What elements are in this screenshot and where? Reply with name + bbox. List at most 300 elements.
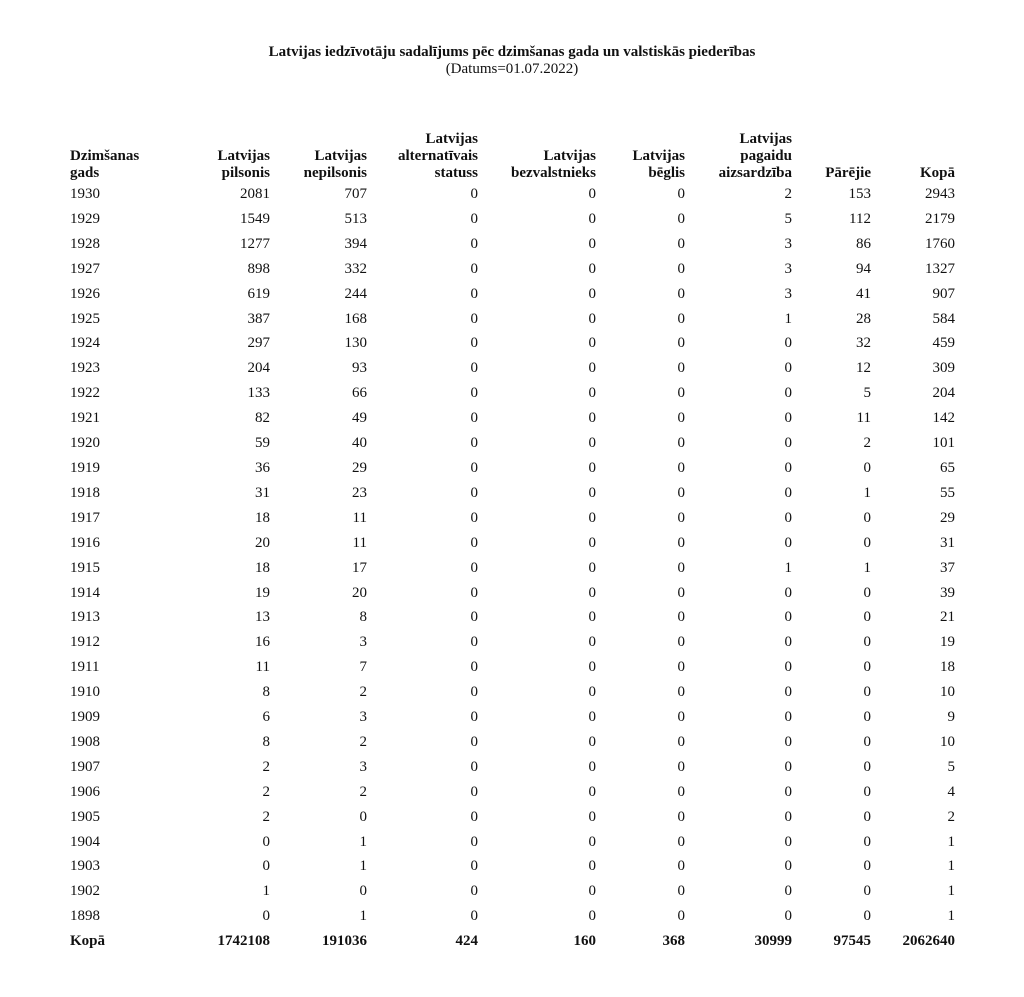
table-cell: 0	[677, 435, 685, 452]
table-cell: 112	[849, 210, 871, 227]
birth-year-cell: 1919	[70, 459, 100, 476]
column-header-line: Latvijas	[314, 148, 367, 164]
table-cell: 0	[677, 883, 685, 900]
total-label: Kopā	[70, 933, 106, 950]
table-cell: 332	[344, 260, 367, 277]
table-cell: 0	[677, 484, 685, 501]
table-header-row	[70, 118, 955, 182]
table-cell: 0	[677, 659, 685, 676]
table-cell: 0	[863, 883, 871, 900]
table-cell: 65	[940, 459, 955, 476]
table-cell: 18	[255, 559, 270, 576]
table-cell: 0	[588, 260, 596, 277]
table-cell: 0	[863, 509, 871, 526]
table-cell: 21	[940, 609, 955, 626]
table-row	[70, 182, 955, 207]
table-cell: 0	[677, 410, 685, 427]
table-cell: 12	[856, 360, 871, 377]
table-cell: 0	[470, 410, 478, 427]
table-row	[70, 655, 955, 680]
table-cell: 0	[470, 634, 478, 651]
table-cell: 0	[677, 385, 685, 402]
table-cell: 0	[784, 733, 792, 750]
table-cell: 0	[588, 858, 596, 875]
table-cell: 0	[470, 210, 478, 227]
table-cell: 55	[940, 484, 955, 501]
table-cell: 0	[784, 584, 792, 601]
table-row	[70, 780, 955, 805]
table-cell: 0	[588, 534, 596, 551]
column-header-line: Latvijas	[217, 148, 270, 164]
table-cell: 0	[470, 559, 478, 576]
column-header-line: gads	[70, 165, 100, 181]
table-cell: 19	[940, 634, 955, 651]
table-cell: 86	[856, 235, 871, 252]
table-cell: 0	[588, 335, 596, 352]
table-cell: 8	[262, 684, 270, 701]
table-cell: 2081	[240, 186, 270, 202]
table-row	[70, 257, 955, 282]
total-row	[70, 929, 955, 954]
column-header	[70, 118, 186, 182]
table-cell: 20	[255, 534, 270, 551]
table-row	[70, 307, 955, 332]
birth-year-cell: 1898	[70, 908, 100, 925]
table-cell: 0	[470, 435, 478, 452]
table-cell: 0	[588, 210, 596, 227]
table-cell: 0	[262, 858, 270, 875]
column-header	[367, 118, 478, 182]
table-cell: 2	[262, 758, 270, 775]
table-cell: 0	[470, 758, 478, 775]
birth-year-cell: 1929	[70, 210, 100, 227]
table-cell: 0	[677, 310, 685, 327]
table-cell: 459	[932, 335, 955, 352]
table-cell: 8	[262, 733, 270, 750]
table-cell: 0	[863, 758, 871, 775]
column-header-line: Kopā	[919, 165, 955, 181]
table-cell: 0	[677, 260, 685, 277]
column-header-line: alternatīvais	[398, 148, 478, 164]
table-cell: 513	[344, 210, 367, 227]
birth-year-cell: 1907	[70, 758, 100, 775]
table-row	[70, 680, 955, 705]
table-cell: 1	[947, 908, 955, 925]
table-cell: 19	[255, 584, 270, 601]
table-cell: 0	[588, 684, 596, 701]
table-row	[70, 331, 955, 356]
table-cell: 0	[863, 733, 871, 750]
table-cell: 0	[677, 709, 685, 726]
birth-year-cell: 1902	[70, 883, 100, 900]
table-cell: 3	[784, 235, 792, 252]
table-cell: 0	[470, 484, 478, 501]
table-body	[70, 182, 955, 954]
table-cell: 2179	[925, 210, 955, 227]
table-cell: 36	[255, 459, 270, 476]
table-cell: 584	[932, 310, 955, 327]
column-header	[596, 118, 685, 182]
birth-year-cell: 1913	[70, 609, 100, 626]
table-cell: 10	[940, 733, 955, 750]
table-cell: 1	[863, 484, 871, 501]
table-row	[70, 879, 955, 904]
table-cell: 3	[784, 260, 792, 277]
table-row	[70, 730, 955, 755]
table-cell: 0	[863, 659, 871, 676]
table-cell: 0	[470, 335, 478, 352]
column-header-line: nepilsonis	[303, 165, 367, 181]
column-header-line: Latvijas	[739, 131, 792, 147]
table-cell: 66	[352, 385, 367, 402]
table-cell: 29	[352, 459, 367, 476]
table-cell: 0	[784, 534, 792, 551]
column-header-line: bēglis	[648, 165, 685, 181]
table-cell: 0	[784, 609, 792, 626]
table-row	[70, 406, 955, 431]
table-row	[70, 506, 955, 531]
table-cell: 11	[856, 410, 871, 427]
table-cell: 31	[255, 484, 270, 501]
table-cell: 1327	[925, 260, 955, 277]
table-cell: 0	[784, 385, 792, 402]
table-cell: 0	[677, 210, 685, 227]
population-table	[70, 118, 955, 954]
column-header-line: Latvijas	[543, 148, 596, 164]
table-cell: 0	[588, 584, 596, 601]
table-row	[70, 605, 955, 630]
table-cell: 0	[677, 584, 685, 601]
table-cell: 619	[247, 285, 270, 302]
table-cell: 94	[856, 260, 871, 277]
column-header-line: Dzimšanas	[70, 148, 140, 164]
table-cell: 0	[677, 459, 685, 476]
table-cell: 0	[588, 609, 596, 626]
column-header	[478, 118, 596, 182]
column-header	[685, 118, 792, 182]
table-cell: 8	[359, 609, 367, 626]
table-cell: 0	[470, 186, 478, 202]
table-row	[70, 207, 955, 232]
birth-year-cell: 1930	[70, 186, 100, 202]
column-header-line: Latvijas	[425, 131, 478, 147]
table-cell: 0	[677, 509, 685, 526]
birth-year-cell: 1926	[70, 285, 100, 302]
table-row	[70, 805, 955, 830]
table-cell: 4	[947, 783, 955, 800]
table-cell: 1	[784, 310, 792, 327]
table-cell: 0	[588, 833, 596, 850]
table-cell: 0	[359, 808, 367, 825]
birth-year-cell: 1908	[70, 733, 100, 750]
document-title: Latvijas iedzīvotāju sadalījums pēc dzimšanas gada un valstiskās piederības	[268, 44, 756, 60]
table-cell: 0	[470, 360, 478, 377]
table-cell: 0	[784, 833, 792, 850]
birth-year-cell: 1922	[70, 385, 100, 402]
table-row	[70, 356, 955, 381]
table-cell: 0	[588, 459, 596, 476]
table-cell: 0	[677, 808, 685, 825]
table-cell: 5	[947, 758, 955, 775]
birth-year-cell: 1921	[70, 410, 100, 427]
column-header-line: pagaidu	[740, 148, 792, 164]
table-cell: 5	[863, 385, 871, 402]
table-cell: 10	[940, 684, 955, 701]
table-cell: 40	[352, 435, 367, 452]
table-cell: 0	[677, 360, 685, 377]
table-cell: 0	[677, 684, 685, 701]
total-cell: 368	[662, 933, 685, 950]
table-cell: 0	[470, 709, 478, 726]
total-cell: 30999	[754, 933, 792, 950]
table-cell: 1760	[925, 235, 955, 252]
total-cell: 1742108	[217, 933, 270, 950]
table-cell: 0	[470, 509, 478, 526]
table-cell: 31	[940, 534, 955, 551]
table-row	[70, 531, 955, 556]
table-cell: 0	[588, 758, 596, 775]
birth-year-cell: 1911	[70, 659, 100, 676]
table-cell: 0	[677, 634, 685, 651]
table-cell: 0	[784, 335, 792, 352]
birth-year-cell: 1903	[70, 858, 100, 875]
table-row	[70, 456, 955, 481]
column-header	[792, 118, 871, 182]
table-cell: 0	[588, 385, 596, 402]
table-row	[70, 854, 955, 879]
table-cell: 0	[863, 833, 871, 850]
table-cell: 3	[784, 285, 792, 302]
table-row	[70, 830, 955, 855]
table-cell: 0	[470, 883, 478, 900]
table-cell: 0	[677, 733, 685, 750]
table-cell: 0	[677, 758, 685, 775]
table-cell: 0	[470, 459, 478, 476]
table-row	[70, 556, 955, 581]
column-header	[270, 118, 367, 182]
table-cell: 0	[588, 360, 596, 377]
table-cell: 18	[940, 659, 955, 676]
table-cell: 0	[470, 609, 478, 626]
table-cell: 2943	[925, 186, 955, 202]
table-cell: 0	[784, 783, 792, 800]
table-cell: 0	[677, 783, 685, 800]
column-header-line: Latvijas	[632, 148, 685, 164]
table-cell: 0	[784, 484, 792, 501]
table-cell: 0	[470, 833, 478, 850]
table-cell: 29	[940, 509, 955, 526]
column-header-line: bezvalstnieks	[510, 165, 596, 181]
table-cell: 37	[940, 559, 955, 576]
table-cell: 2	[947, 808, 955, 825]
table-cell: 0	[863, 808, 871, 825]
table-row	[70, 431, 955, 456]
table-cell: 0	[863, 634, 871, 651]
table-cell: 0	[863, 908, 871, 925]
table-cell: 309	[932, 360, 955, 377]
table-cell: 204	[247, 360, 270, 377]
table-cell: 0	[863, 783, 871, 800]
table-cell: 0	[863, 684, 871, 701]
table-cell: 0	[677, 186, 685, 202]
table-cell: 0	[784, 883, 792, 900]
title-block	[0, 44, 1024, 78]
table-cell: 707	[344, 186, 367, 202]
table-row	[70, 755, 955, 780]
table-cell: 11	[352, 534, 367, 551]
table-cell: 0	[588, 659, 596, 676]
table-cell: 1	[784, 559, 792, 576]
table-cell: 0	[470, 733, 478, 750]
table-cell: 59	[255, 435, 270, 452]
table-row	[70, 282, 955, 307]
table-cell: 0	[677, 285, 685, 302]
table-cell: 0	[588, 634, 596, 651]
document-subtitle: (Datums=01.07.2022)	[445, 61, 579, 77]
table-cell: 2	[262, 808, 270, 825]
table-cell: 3	[359, 634, 367, 651]
table-cell: 0	[588, 435, 596, 452]
table-cell: 0	[262, 908, 270, 925]
table-cell: 0	[470, 235, 478, 252]
birth-year-cell: 1918	[70, 484, 100, 501]
table-cell: 1	[359, 908, 367, 925]
birth-year-cell: 1905	[70, 808, 100, 825]
column-header-line: aizsardzība	[718, 165, 792, 181]
column-header-line: Pārējie	[825, 165, 871, 181]
table-cell: 0	[677, 609, 685, 626]
table-cell: 0	[863, 534, 871, 551]
table-cell: 7	[359, 659, 367, 676]
table-cell: 0	[470, 584, 478, 601]
table-cell: 387	[247, 310, 270, 327]
table-cell: 0	[863, 709, 871, 726]
table-cell: 0	[677, 858, 685, 875]
table-cell: 0	[677, 559, 685, 576]
table-row	[70, 630, 955, 655]
birth-year-cell: 1923	[70, 360, 100, 377]
table-cell: 23	[352, 484, 367, 501]
table-cell: 0	[588, 186, 596, 202]
table-cell: 0	[588, 285, 596, 302]
table-cell: 0	[470, 808, 478, 825]
birth-year-cell: 1916	[70, 534, 100, 551]
table-cell: 0	[470, 285, 478, 302]
table-cell: 1549	[240, 210, 270, 227]
table-cell: 0	[470, 385, 478, 402]
birth-year-cell: 1928	[70, 235, 100, 252]
table-cell: 0	[784, 684, 792, 701]
table-cell: 0	[588, 709, 596, 726]
table-cell: 297	[247, 335, 270, 352]
total-cell: 160	[573, 933, 596, 950]
table-cell: 0	[784, 808, 792, 825]
table-cell: 142	[932, 410, 955, 427]
table-row	[70, 381, 955, 406]
table-cell: 0	[784, 908, 792, 925]
column-header	[186, 118, 270, 182]
table-cell: 0	[784, 459, 792, 476]
table-cell: 11	[255, 659, 270, 676]
table-cell: 9	[947, 709, 955, 726]
table-cell: 168	[344, 310, 367, 327]
table-cell: 0	[470, 260, 478, 277]
birth-year-cell: 1910	[70, 684, 100, 701]
table-cell: 0	[677, 235, 685, 252]
table-cell: 3	[359, 758, 367, 775]
table-cell: 3	[359, 709, 367, 726]
table-cell: 0	[588, 559, 596, 576]
birth-year-cell: 1920	[70, 435, 100, 452]
table-cell: 11	[352, 509, 367, 526]
table-cell: 0	[784, 360, 792, 377]
birth-year-cell: 1924	[70, 335, 100, 352]
table-cell: 1	[947, 883, 955, 900]
table-cell: 0	[470, 659, 478, 676]
table-cell: 16	[255, 634, 270, 651]
table-cell: 0	[262, 833, 270, 850]
table-cell: 0	[784, 858, 792, 875]
table-cell: 0	[784, 435, 792, 452]
table-cell: 0	[863, 609, 871, 626]
table-cell: 907	[932, 285, 955, 302]
table-cell: 0	[588, 509, 596, 526]
table-cell: 6	[262, 709, 270, 726]
birth-year-cell: 1904	[70, 833, 100, 850]
table-cell: 0	[588, 733, 596, 750]
table-cell: 153	[848, 186, 871, 202]
table-cell: 0	[470, 858, 478, 875]
table-cell: 2	[262, 783, 270, 800]
table-row	[70, 581, 955, 606]
birth-year-cell: 1927	[70, 260, 100, 277]
table-cell: 0	[784, 659, 792, 676]
table-cell: 0	[863, 584, 871, 601]
table-cell: 2	[359, 733, 367, 750]
table-cell: 0	[784, 410, 792, 427]
table-cell: 1	[863, 559, 871, 576]
table-cell: 13	[255, 609, 270, 626]
table-cell: 394	[344, 235, 367, 252]
table-cell: 0	[588, 310, 596, 327]
table-row	[70, 232, 955, 257]
birth-year-cell: 1917	[70, 509, 100, 526]
table-cell: 0	[470, 534, 478, 551]
birth-year-cell: 1912	[70, 634, 100, 651]
table-cell: 244	[344, 285, 367, 302]
table-cell: 2	[359, 684, 367, 701]
table-cell: 20	[352, 584, 367, 601]
table-cell: 130	[344, 335, 367, 352]
table-cell: 32	[856, 335, 871, 352]
table-cell: 133	[247, 385, 270, 402]
table-cell: 0	[359, 883, 367, 900]
table-cell: 5	[784, 210, 792, 227]
table-cell: 1	[359, 858, 367, 875]
table-cell: 2	[863, 435, 871, 452]
table-cell: 0	[784, 758, 792, 775]
table-cell: 0	[677, 908, 685, 925]
table-cell: 2	[359, 783, 367, 800]
table-cell: 2	[784, 186, 792, 202]
table-cell: 0	[863, 459, 871, 476]
table-cell: 101	[932, 435, 955, 452]
table-cell: 93	[352, 360, 367, 377]
table-cell: 0	[470, 908, 478, 925]
table-cell: 0	[588, 484, 596, 501]
table-cell: 28	[856, 310, 871, 327]
table-cell: 0	[677, 833, 685, 850]
